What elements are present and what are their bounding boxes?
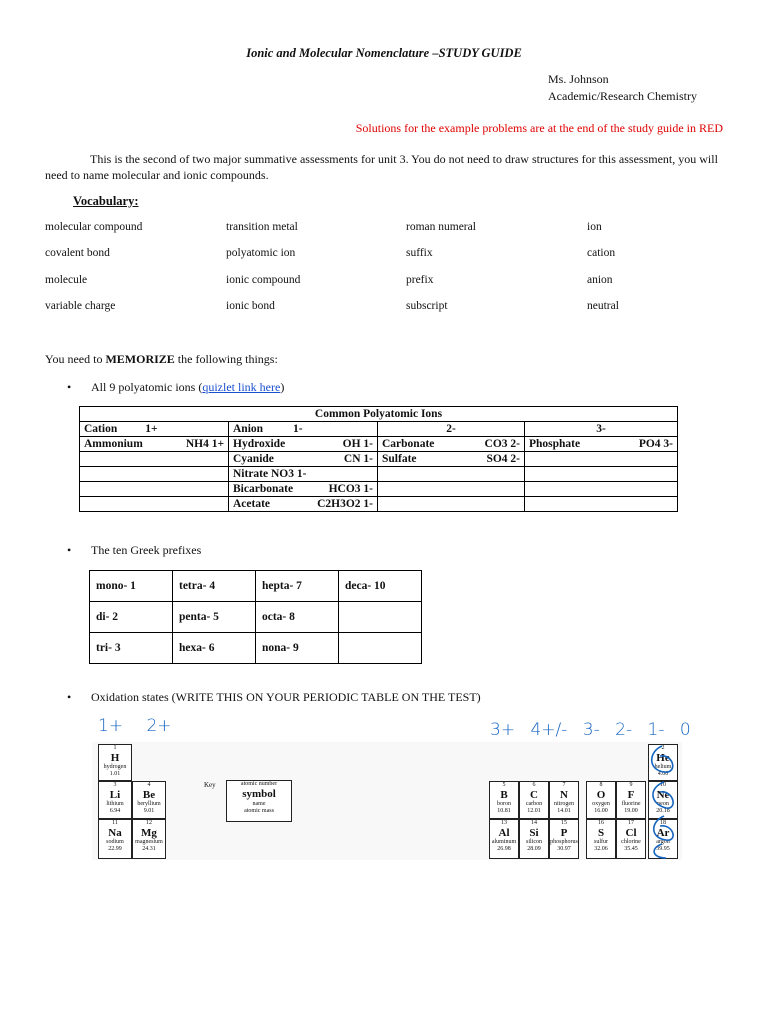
vocab-term: transition metal (226, 221, 298, 233)
solutions-note: Solutions for the example problems are at the end of the study guide in RED (355, 121, 723, 135)
table-row (80, 482, 678, 497)
greek-prefix-table (89, 570, 422, 664)
ion-cell (525, 467, 678, 482)
ion-cell (525, 482, 678, 497)
vocab-term: molecular compound (45, 221, 143, 233)
ion-cell: Cyanide CN 1- (229, 452, 378, 467)
handwritten-charges-right: 3+ 4+/- 3- 2- 1- 0 (490, 720, 691, 740)
teacher-name: Ms. Johnson (548, 72, 609, 86)
element-ne: 10 Ne neon 20.18 (648, 781, 678, 819)
ion-cell (525, 497, 678, 512)
ion-cell: Bicarbonate HCO3 1- (229, 482, 378, 497)
ion-cell (80, 452, 229, 467)
periodic-key-cell (226, 780, 292, 822)
vocab-term: roman numeral (406, 221, 476, 233)
header-anion: Anion 1- (229, 422, 378, 437)
polyatomic-ion-table (79, 406, 678, 512)
key-name: name (252, 801, 266, 807)
vocab-term: covalent bond (45, 247, 110, 259)
ion-cell (80, 497, 229, 512)
vocab-term: subscript (406, 300, 448, 312)
bullet-polyatomic (67, 380, 285, 395)
element-f: 9 F fluorine 19.00 (616, 781, 646, 819)
prefix-cell: hepta- 7 (256, 571, 339, 602)
vocab-term: ionic bond (226, 300, 275, 312)
element-li: 3 Li lithium 6.94 (98, 781, 132, 819)
ion-cell: Nitrate NO3 1- (229, 467, 378, 482)
vocab-term: ion (587, 221, 602, 233)
table-row (90, 633, 422, 664)
ion-cell (378, 497, 525, 512)
key-label: Key (204, 781, 216, 789)
prefix-cell: di- 2 (90, 602, 173, 633)
element-o: 8 O oxygen 16.00 (586, 781, 616, 819)
vocab-term: molecule (45, 274, 88, 286)
memorize-prefix: You need to (45, 352, 106, 366)
document-title: Ionic and Molecular Nomenclature –STUDY GUIDE (246, 46, 522, 60)
memorize-emphasis: MEMORIZE (105, 352, 175, 366)
ion-cell: Carbonate CO3 2- (378, 437, 525, 452)
header-3minus: 3- (525, 422, 678, 437)
ion-cell (378, 482, 525, 497)
ion-cell: Ammonium NH4 1+ (80, 437, 229, 452)
ion-cell: Hydroxide OH 1- (229, 437, 378, 452)
ion-cell (525, 452, 678, 467)
element-he: 2 He helium 4.00 (648, 744, 678, 781)
table-title: Common Polyatomic Ions (80, 407, 678, 422)
key-number: atomic number (240, 781, 278, 787)
element-mg: 12 Mg magnesium 24.31 (132, 819, 166, 859)
table-row (90, 602, 422, 633)
ion-cell (80, 467, 229, 482)
ion-cell: Sulfate SO4 2- (378, 452, 525, 467)
vocabulary-grid (45, 221, 745, 326)
table-row (80, 467, 678, 482)
bullet-dot: • (67, 380, 72, 394)
element-p: 15 P phosphorus 30.97 (549, 819, 579, 859)
prefix-cell: tri- 3 (90, 633, 173, 664)
element-al: 13 Al aluminum 26.98 (489, 819, 519, 859)
memorize-line (45, 351, 278, 367)
element-c: 6 C carbon 12.01 (519, 781, 549, 819)
ion-cell (378, 467, 525, 482)
intro-paragraph: This is the second of two major summative assessments for unit 3. You do not need to draw structures for this assessment, you will need to name molecular and ionic compounds. (45, 152, 718, 182)
header-2minus: 2- (378, 422, 525, 437)
vocabulary-row (45, 221, 745, 247)
prefix-cell: mono- 1 (90, 571, 173, 602)
table-row (80, 452, 678, 467)
bullet-greek-prefixes (67, 543, 202, 558)
ion-cell (80, 482, 229, 497)
prefix-cell: nona- 9 (256, 633, 339, 664)
vocab-term: suffix (406, 247, 433, 259)
prefix-cell (339, 602, 422, 633)
prefix-cell (339, 633, 422, 664)
quizlet-link[interactable]: quizlet link here (202, 380, 281, 394)
vocab-term: neutral (587, 300, 619, 312)
element-h: 1 H hydrogen 1.01 (98, 744, 132, 781)
bullet-oxidation-states (67, 690, 481, 705)
element-na: 11 Na sodium 22.99 (98, 819, 132, 859)
bullet-text: Oxidation states (WRITE THIS ON YOUR PERIODIC TABLE ON THE TEST) (91, 690, 481, 704)
handwritten-charges-left: 1+ 2+ (98, 716, 172, 736)
vocab-term: polyatomic ion (226, 247, 296, 259)
element-s: 16 S sulfur 32.06 (586, 819, 616, 859)
ion-cell: Phosphate PO4 3- (525, 437, 678, 452)
key-mass: atomic mass (244, 808, 274, 814)
table-row (80, 437, 678, 452)
prefix-cell: octa- 8 (256, 602, 339, 633)
table-row (90, 571, 422, 602)
vocab-term: cation (587, 247, 616, 259)
prefix-cell: deca- 10 (339, 571, 422, 602)
table-header-row (80, 422, 678, 437)
memorize-suffix: the following things: (174, 352, 278, 366)
ion-cell: Acetate C2H3O2 1- (229, 497, 378, 512)
vocab-term: ionic compound (226, 274, 301, 286)
element-n: 7 N nitrogen 14.01 (549, 781, 579, 819)
element-ar: 18 Ar argon 39.95 (648, 819, 678, 859)
bullet-text: All 9 polyatomic ions ( (91, 380, 203, 394)
element-cl: 17 Cl chlorine 35.45 (616, 819, 646, 859)
handwritten-circles-mark (644, 742, 680, 860)
vocabulary-heading: Vocabulary: (73, 194, 139, 208)
vocabulary-row (45, 274, 745, 300)
element-si: 14 Si silicon 28.09 (519, 819, 549, 859)
vocabulary-row (45, 300, 745, 326)
bullet-text: The ten Greek prefixes (91, 543, 202, 557)
bullet-close: ) (280, 380, 285, 394)
vocab-term: anion (587, 274, 613, 286)
prefix-cell: tetra- 4 (173, 571, 256, 602)
table-row (80, 497, 678, 512)
vocabulary-row (45, 247, 745, 274)
course-name: Academic/Research Chemistry (548, 89, 697, 103)
bullet-dot: • (67, 690, 72, 704)
element-b: 5 B boron 10.81 (489, 781, 519, 819)
vocab-term: variable charge (45, 300, 116, 312)
element-be: 4 Be beryllium 9.01 (132, 781, 166, 819)
key-symbol: symbol (242, 788, 276, 800)
vocab-term: prefix (406, 274, 434, 286)
bullet-dot: • (67, 543, 72, 557)
header-cation: Cation 1+ (80, 422, 229, 437)
prefix-cell: penta- 5 (173, 602, 256, 633)
prefix-cell: hexa- 6 (173, 633, 256, 664)
